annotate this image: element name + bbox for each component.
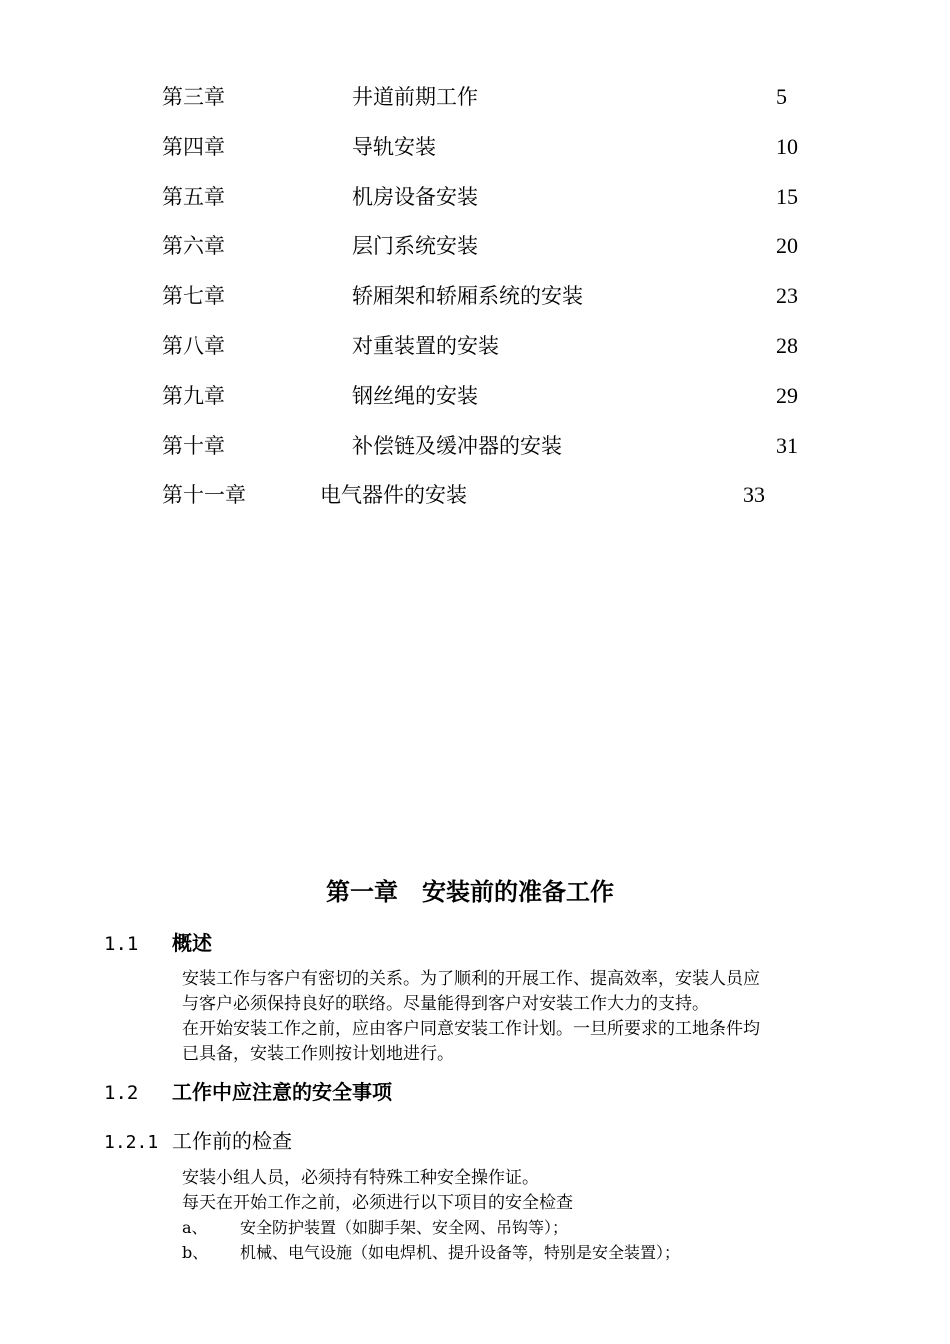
toc-page-number: 33 xyxy=(743,482,765,507)
toc-title: 钢丝绳的安装 xyxy=(352,384,478,408)
chapter-title: 第一章 安装前的准备工作 xyxy=(326,878,614,906)
toc-row xyxy=(0,226,950,266)
toc-title: 轿厢架和轿厢系统的安装 xyxy=(352,284,583,308)
toc-row xyxy=(0,127,950,167)
subsection-heading xyxy=(104,1126,292,1158)
list-item-text: 机械、电气设施（如电焊机、提升设备等，特别是安全装置）； xyxy=(240,1243,681,1262)
section-heading xyxy=(104,928,212,959)
list-item xyxy=(182,1216,568,1240)
section-number: 1.2 xyxy=(104,1082,139,1104)
toc-page-number: 5 xyxy=(776,84,787,109)
list-marker: a、 xyxy=(182,1218,208,1237)
list-item xyxy=(182,1241,680,1265)
toc-page-number: 10 xyxy=(776,134,798,159)
toc-chapter: 第九章 xyxy=(162,384,225,408)
toc-page-number: 20 xyxy=(776,233,798,258)
list-item-text: 安全防护装置（如脚手架、安全网、吊钩等）； xyxy=(240,1218,569,1237)
paragraph-line: 与客户必须保持良好的联络。尽量能得到客户对安装工作大力的支持。 xyxy=(182,994,709,1014)
toc-title: 对重装置的安装 xyxy=(352,334,499,358)
toc-chapter: 第三章 xyxy=(162,85,225,109)
toc-title: 补偿链及缓冲器的安装 xyxy=(352,434,562,458)
paragraph-line: 在开始安装工作之前，应由客户同意安装工作计划。一旦所要求的工地条件均 xyxy=(182,1019,760,1039)
section-heading xyxy=(104,1077,392,1108)
section-number: 1.1 xyxy=(104,933,139,955)
toc-row xyxy=(0,326,950,366)
toc-row xyxy=(0,77,950,117)
paragraph-line: 已具备，安装工作则按计划地进行。 xyxy=(182,1044,454,1064)
toc-row xyxy=(0,276,950,316)
paragraph-line: 安装工作与客户有密切的关系。为了顺利的开展工作、提高效率，安装人员应 xyxy=(182,969,760,989)
toc-chapter: 第十一章 xyxy=(162,483,246,507)
paragraph-line: 每天在开始工作之前，必须进行以下项目的安全检查 xyxy=(182,1193,573,1213)
toc-page-number: 23 xyxy=(776,283,798,308)
toc-row xyxy=(0,177,950,217)
toc-chapter: 第六章 xyxy=(162,234,225,258)
section-title: 概述 xyxy=(172,931,212,955)
toc-page-number: 15 xyxy=(776,184,798,209)
subsection-title: 工作前的检查 xyxy=(172,1129,292,1153)
toc-title: 导轨安装 xyxy=(352,135,436,159)
paragraph-line: 安装小组人员，必须持有特殊工种安全操作证。 xyxy=(182,1168,539,1188)
toc-title: 机房设备安装 xyxy=(352,185,478,209)
toc-chapter: 第七章 xyxy=(162,284,225,308)
toc-title: 层门系统安装 xyxy=(352,234,478,258)
toc-row xyxy=(0,475,950,515)
toc-chapter: 第五章 xyxy=(162,185,225,209)
toc-title: 电气器件的安装 xyxy=(320,483,467,507)
list-marker: b、 xyxy=(182,1243,209,1262)
toc-chapter: 第四章 xyxy=(162,135,225,159)
toc-chapter: 第十章 xyxy=(162,434,225,458)
section-title: 工作中应注意的安全事项 xyxy=(172,1080,392,1104)
toc-page-number: 29 xyxy=(776,383,798,408)
toc-row xyxy=(0,376,950,416)
toc-page-number: 28 xyxy=(776,333,798,358)
toc-chapter: 第八章 xyxy=(162,334,225,358)
subsection-number: 1.2.1 xyxy=(104,1132,159,1153)
toc-title: 井道前期工作 xyxy=(352,85,478,109)
toc-page-number: 31 xyxy=(776,433,798,458)
toc-row xyxy=(0,426,950,466)
